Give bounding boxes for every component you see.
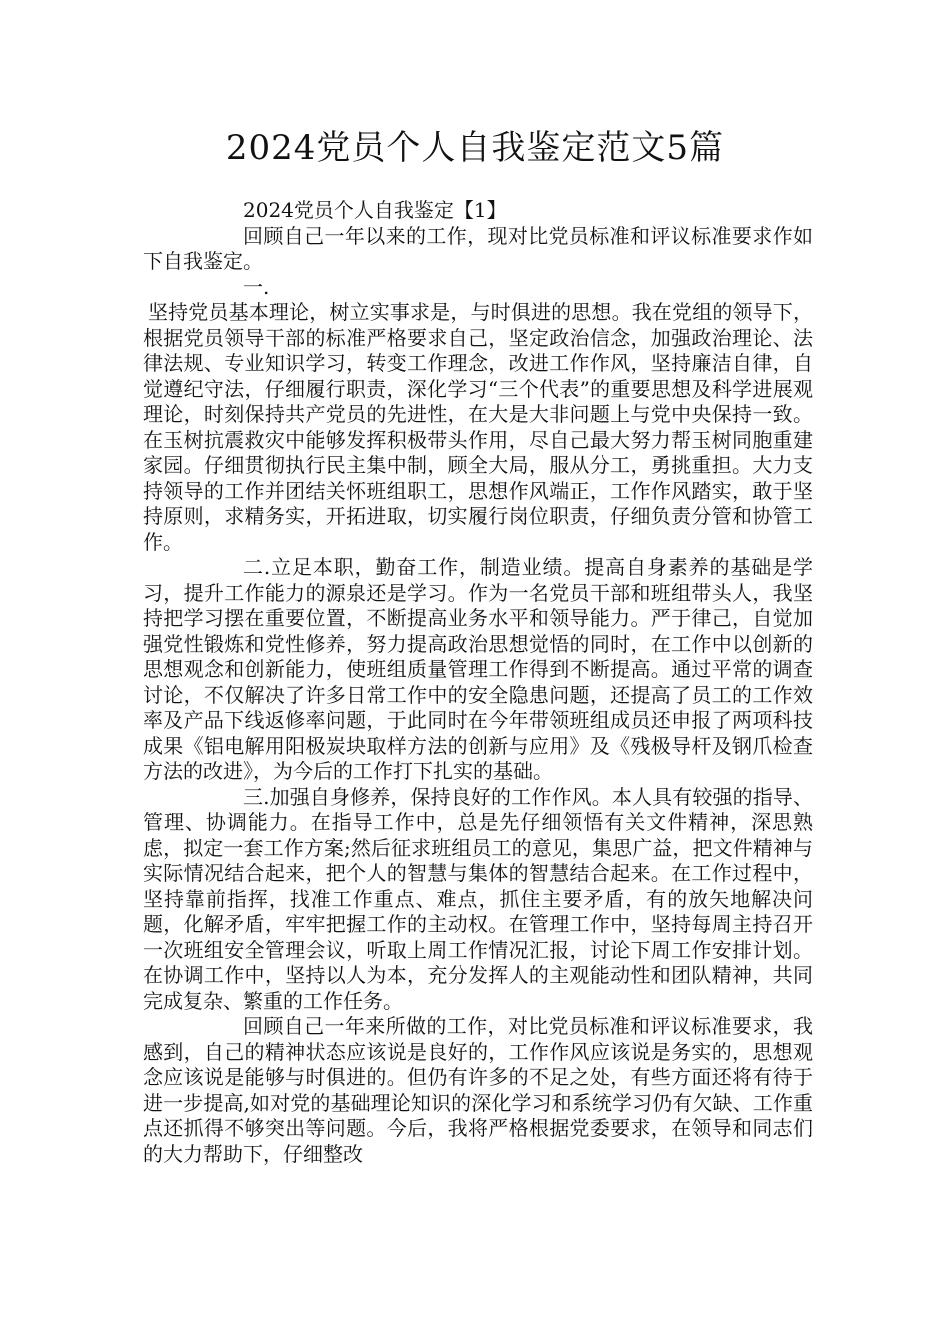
- section-heading: 2024党员个人自我鉴定【1】: [243, 198, 507, 222]
- paragraph: 坚持党员基本理论，树立实事求是，与时俱进的思想。我在党组的领导下，根据党员领导干部的标准严格要求自己，坚定政治信念，加强政治理论、法律法规、专业知识学习，转变工作理念，改进工作作风，坚持廉洁自律，自觉遵纪守法，仔细履行职责，深化学习“三个代表”的重要思想及科学进展观理论，时刻保持共产党员的先进性，在大是大非问题上与党中央保持一致。在玉树抗震救灾中能够发挥积极带头作用，尽自己最大努力帮玉树同胞重建家园。仔细贯彻执行民主集中制，顾全大局，服从分工，勇挑重担。大力支持领导的工作并团结关怀班组职工，思想作风端正，工作作风踏实，敢于坚持原则，求精务实，开拓进取，切实履行岗位职责，仔细负责分管和协管工作。: [143, 300, 813, 554]
- paragraph: 二.立足本职，勤奋工作，制造业绩。提高自身素养的基础是学习，提升工作能力的源泉还是学习。作为一名党员干部和班组带头人，我坚持把学习摆在重要位置，不断提高业务水平和领导能力。严于律己，自觉加强党性锻炼和党性修养，努力提高政治思想觉悟的同时，在工作中以创新的思想观念和创新能力，使班组质量管理工作得到不断提高。通过平常的调查讨论，不仅解决了许多日常工作中的安全隐患问题，还提高了员工的工作效率及产品下线返修率问题，于此同时在今年带领班组成员还申报了两项科技成果《铝电解用阳极炭块取样方法的创新与应用》及《残极导杆及钢爪检查方法的改进》，为今后的工作打下扎实的基础。: [143, 555, 813, 783]
- paragraph: 回顾自己一年来所做的工作，对比党员标准和评议标准要求，我感到，自己的精神状态应该说是良好的，工作作风应该说是务实的，思想观念应该说是能够与时俱进的。但仍有许多的不足之处，有些方面还将有待于进一步提高,如对党的基础理论知识的深化学习和系统学习仍有欠缺、工作重点还抓得不够突出等问题。今后，我将严格根据党委要求，在领导和同志们的大力帮助下，仔细整改: [143, 1014, 813, 1166]
- paragraph: 三.加强自身修养，保持良好的工作作风。本人具有较强的指导、管理、协调能力。在指导工作中，总是先仔细领悟有关文件精神，深思熟虑，拟定一套工作方案;然后征求班组员工的意见，集思广益，把文件精神与实际情况结合起来，把个人的智慧与集体的智慧结合起来。在工作过程中，坚持靠前指挥，找准工作重点、难点，抓住主要矛盾，有的放矢地解决问题，化解矛盾，牢牢把握工作的主动权。在管理工作中，坚持每周主持召开一次班组安全管理会议，听取上周工作情况汇报，讨论下周工作安排计划。在协调工作中，坚持以人为本，充分发挥人的主观能动性和团队精神，共同完成复杂、繁重的工作任务。: [143, 784, 813, 1013]
- document-body: [143, 198, 813, 1167]
- section-number: 一.: [243, 274, 270, 299]
- document-title: 2024党员个人自我鉴定范文5篇: [225, 128, 725, 168]
- paragraph: 回顾自己一年以来的工作，现对比党员标准和评议标准要求作如下自我鉴定。: [143, 223, 813, 273]
